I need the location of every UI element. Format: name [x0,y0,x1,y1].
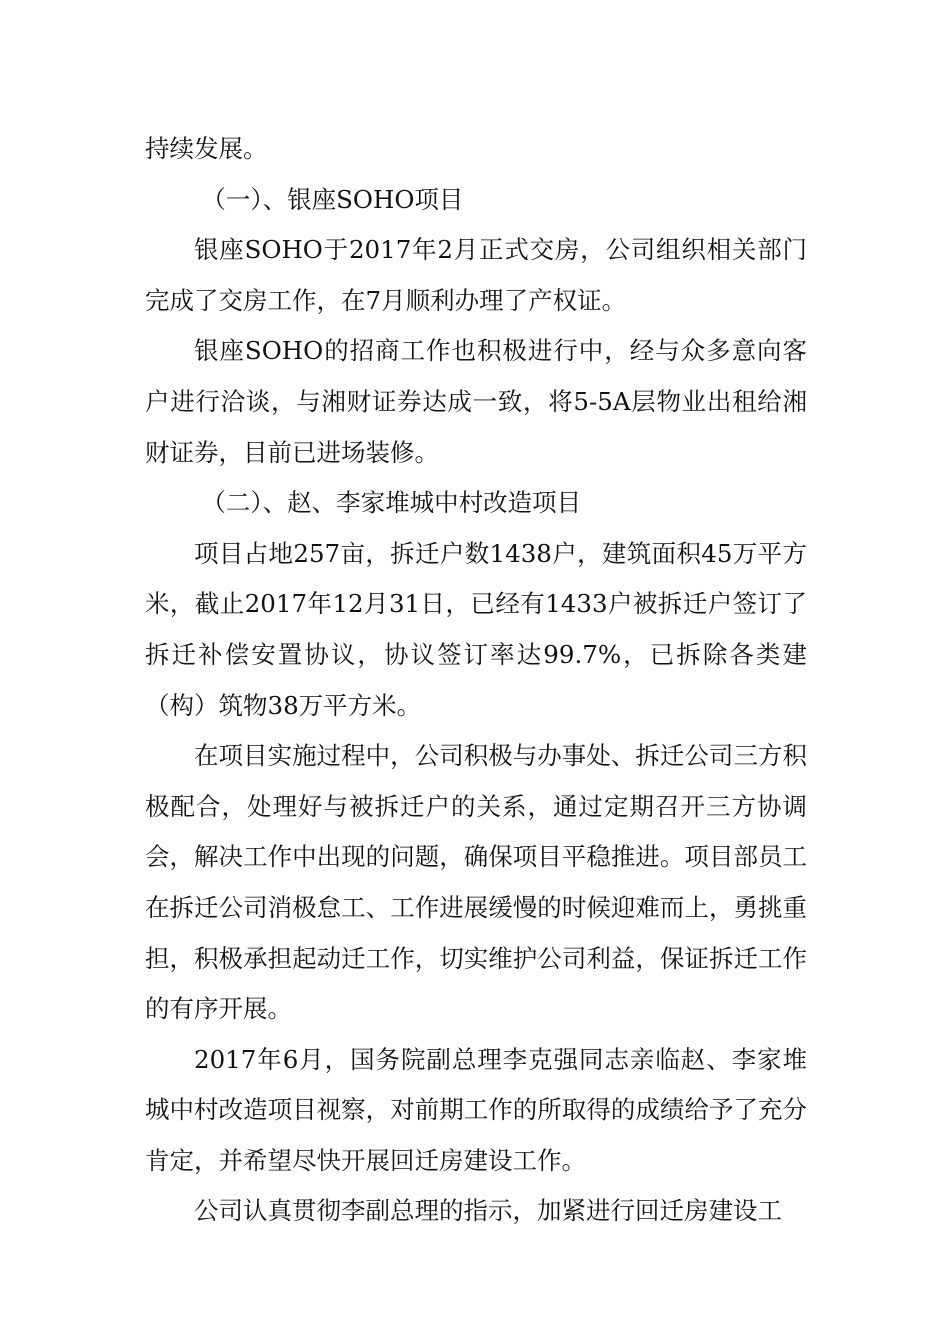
paragraph-continuation: 持续发展。 [145,134,268,163]
paragraph-project-stats: 项目占地257亩，拆迁户数1438户，建筑面积45万平方米，截止2017年12月31日，已经有1433户被拆迁户签订了拆迁补偿安置协议，协议签订率达99.7%，已拆除各类建（构）筑物38万平方米。 [145,538,807,720]
section-heading-village-renovation: （二）、赵、李家堆城中村改造项目 [201,488,582,518]
section-heading-yinzuo-soho: （一）、银座SOHO项目 [201,184,464,214]
paragraph-premier-visit: 2017年6月，国务院副总理李克强同志亲临赵、李家堆城中村改造项目视察，对前期工作的所取得的成绩给予了充分肯定，并希望尽快开展回迁房建设工作。 [145,1044,807,1175]
paragraph-implementation: 在项目实施过程中，公司积极与办事处、拆迁公司三方积极配合，处理好与被拆迁户的关系，通过定期召开三方协调会，解决工作中出现的问题，确保项目平稳推进。项目部员工在拆迁公司消极怠工、工作进展缓慢的时候迎难而上，勇挑重担，积极承担起动迁工作，切实维护公司利益，保证拆迁工作的有序开展。 [145,741,807,1024]
paragraph-leasing: 银座SOHO的招商工作也积极进行中，经与众多意向客户进行洽谈，与湘财证券达成一致，将5-5A层物业出租给湘财证券，目前已进场装修。 [145,336,807,467]
document-body [145,124,807,1237]
paragraph-instructions: 公司认真贯彻李副总理的指示，加紧进行回迁房建设工 [194,1196,782,1226]
paragraph-handover: 银座SOHO于2017年2月正式交房，公司组织相关部门完成了交房工作，在7月顺利办理了产权证。 [145,235,807,315]
